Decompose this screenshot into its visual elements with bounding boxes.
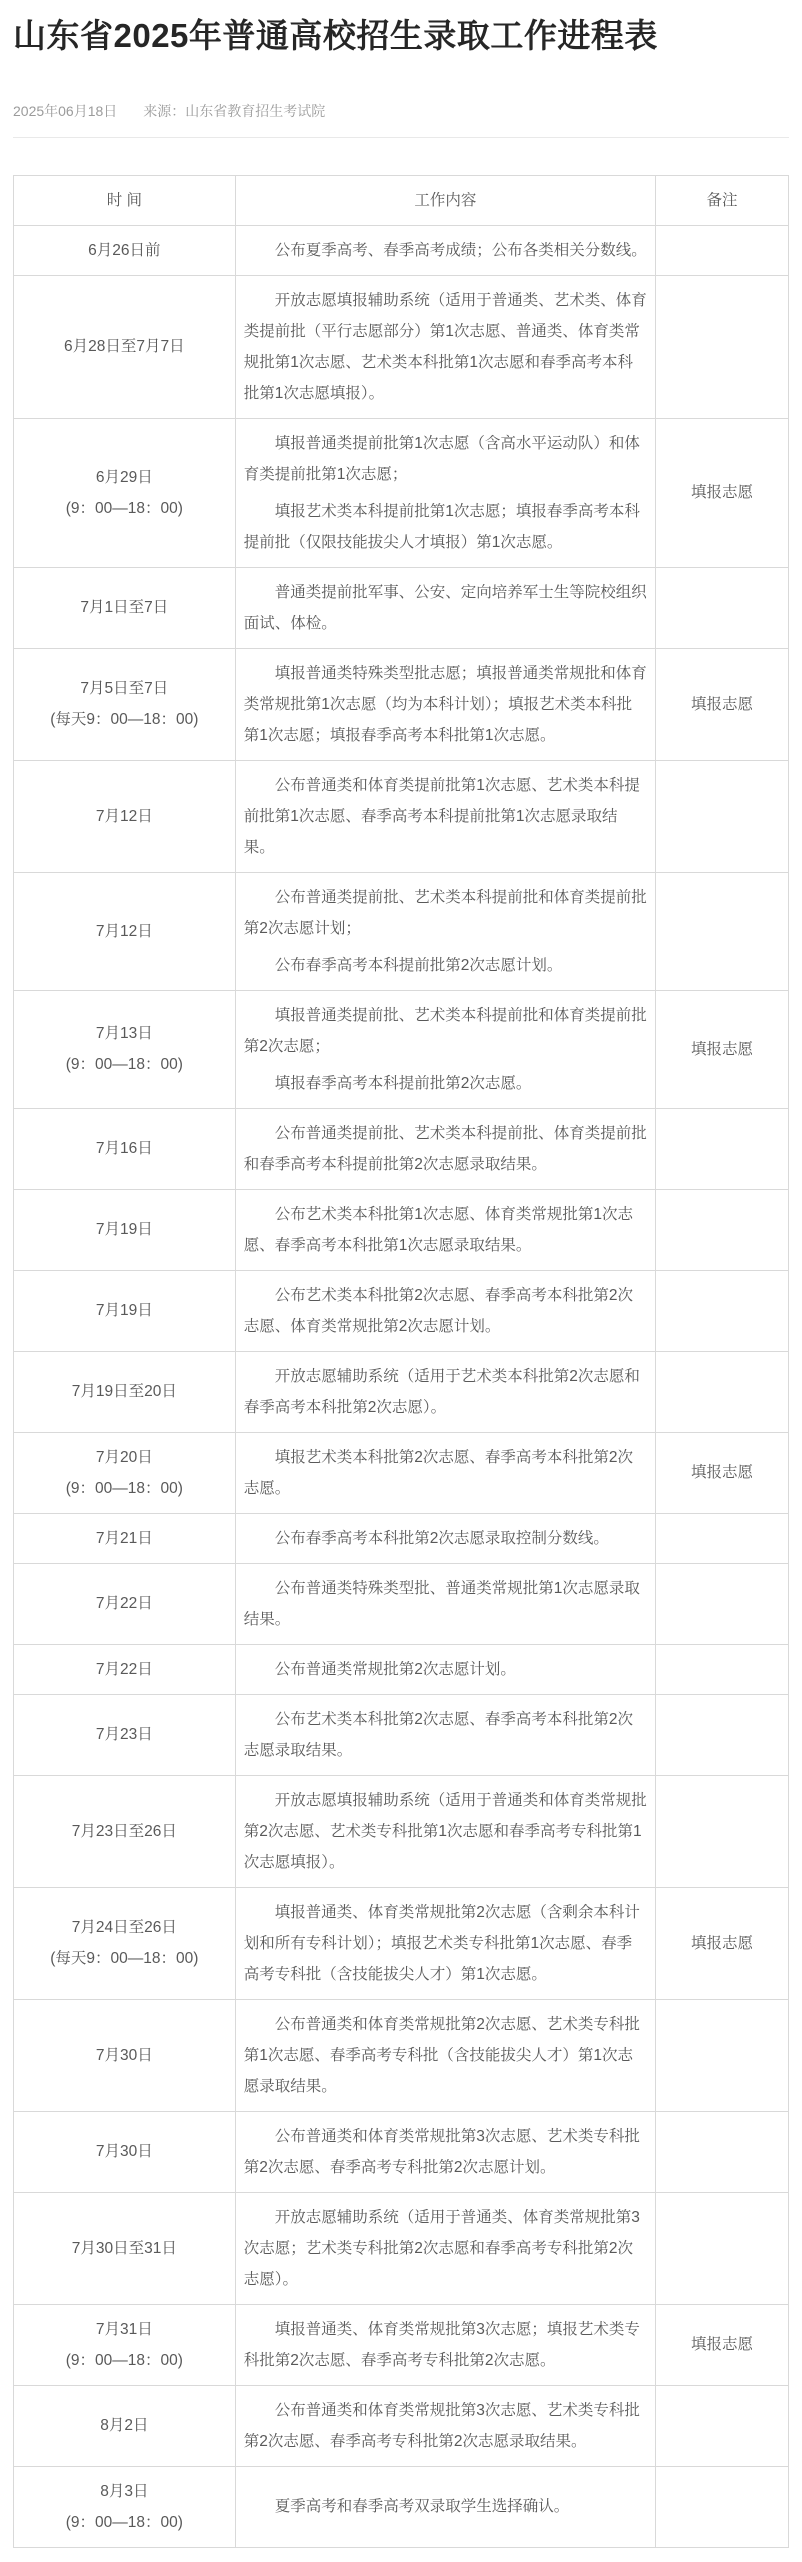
table-row [14, 275, 789, 418]
schedule-table [13, 175, 789, 2548]
time-cell [14, 2304, 236, 2385]
remark-cell [655, 872, 788, 990]
content-cell [235, 1108, 655, 1189]
table-row [14, 418, 789, 567]
table-row [14, 1999, 789, 2111]
remark-cell [655, 275, 788, 418]
content-paragraph: 填报普通类特殊类型批志愿；填报普通类常规批和体育类常规批第1次志愿（均为本科计划）；填报艺术类本科批第1次志愿；填报春季高考本科批第1次志愿。 [243, 664, 647, 744]
time-cell [14, 2192, 236, 2304]
remark-cell [655, 2385, 788, 2466]
time-cell [14, 872, 236, 990]
time-cell [14, 1999, 236, 2111]
table-row [14, 760, 789, 872]
time-line: 7月24日至26日 [71, 1919, 177, 1937]
time-line: (9：00—18：00) [65, 1479, 183, 1497]
publish-date: 2025年06月18日 [13, 102, 118, 119]
time-cell [14, 1563, 236, 1644]
content-cell [235, 418, 655, 567]
table-row [14, 1108, 789, 1189]
content-cell [235, 648, 655, 760]
time-line: (每天9：00—18：00) [50, 1950, 199, 1968]
content-paragraph: 公布普通类和体育类常规批第3次志愿、艺术类专科批第2次志愿、春季高考专科批第2次志愿录取结果。 [243, 2401, 640, 2450]
time-cell [14, 225, 236, 275]
time-line: 7月19日 [95, 1302, 153, 1320]
content-cell [235, 1351, 655, 1432]
content-paragraph: 开放志愿辅助系统（适用于普通类、体育类常规批第3次志愿；艺术类专科批第2次志愿和春季高考专科批第2次志愿）。 [243, 2208, 640, 2288]
content-paragraph: 公布普通类和体育类常规批第3次志愿、艺术类专科批第2次志愿、春季高考专科批第2次志愿计划。 [243, 2127, 640, 2176]
article-page [0, 14, 802, 2562]
time-line: 7月12日 [95, 922, 153, 940]
content-cell [235, 1775, 655, 1887]
time-line: (9：00—18：00) [65, 2351, 183, 2369]
table-row [14, 1887, 789, 1999]
content-paragraph: 公布普通类特殊类型批、普通类常规批第1次志愿录取结果。 [243, 1579, 640, 1628]
time-line: (9：00—18：00) [65, 1056, 183, 1074]
remark-cell: 填报志愿 [655, 990, 788, 1108]
content-paragraph: 公布艺术类本科批第2次志愿、春季高考本科批第2次志愿、体育类常规批第2次志愿计划。 [243, 1286, 633, 1335]
time-line: 7月13日 [95, 1025, 153, 1043]
remark-cell [655, 1694, 788, 1775]
table-row [14, 1189, 789, 1270]
remark-cell [655, 2192, 788, 2304]
time-line: 7月22日 [95, 1595, 153, 1613]
remark-cell: 填报志愿 [655, 418, 788, 567]
time-line: 7月23日至26日 [71, 1822, 177, 1840]
column-header-time: 时 间 [14, 175, 236, 225]
content-paragraph: 填报普通类提前批第1次志愿（含高水平运动队）和体育类提前批第1次志愿； [243, 434, 640, 483]
table-header-row [14, 175, 789, 225]
time-cell [14, 275, 236, 418]
time-line: 7月20日 [95, 1448, 153, 1466]
table-row [14, 648, 789, 760]
content-cell [235, 225, 655, 275]
content-cell [235, 2192, 655, 2304]
content-cell [235, 1513, 655, 1563]
time-cell [14, 1644, 236, 1694]
remark-cell [655, 1775, 788, 1887]
time-cell [14, 1887, 236, 1999]
time-cell [14, 418, 236, 567]
content-paragraph: 公布春季高考本科提前批第2次志愿计划。 [274, 956, 563, 974]
time-line: 7月16日 [95, 1140, 153, 1158]
content-paragraph: 填报艺术类本科提前批第1次志愿；填报春季高考本科提前批（仅限技能拔尖人才填报）第1次志愿。 [243, 502, 640, 551]
content-paragraph: 公布普通类提前批、艺术类本科提前批和体育类提前批第2次志愿计划； [243, 888, 647, 937]
time-cell [14, 1351, 236, 1432]
content-cell [235, 1563, 655, 1644]
table-row [14, 1432, 789, 1513]
remark-cell [655, 1513, 788, 1563]
remark-cell [655, 1563, 788, 1644]
table-row [14, 872, 789, 990]
article-meta [13, 101, 789, 121]
content-cell [235, 275, 655, 418]
content-paragraph: 开放志愿填报辅助系统（适用于普通类和体育类常规批第2次志愿、艺术类专科批第1次志愿和春季高考专科批第1次志愿填报）。 [243, 1791, 647, 1871]
content-cell [235, 1270, 655, 1351]
content-paragraph: 开放志愿辅助系统（适用于艺术类本科批第2次志愿和春季高考本科批第2次志愿）。 [243, 1367, 640, 1416]
time-line: 7月30日 [95, 2143, 153, 2161]
remark-cell [655, 1108, 788, 1189]
time-cell [14, 990, 236, 1108]
content-paragraph: 公布艺术类本科批第1次志愿、体育类常规批第1次志愿、春季高考本科批第1次志愿录取结果。 [243, 1205, 633, 1254]
remark-cell [655, 1644, 788, 1694]
content-cell [235, 1999, 655, 2111]
table-row [14, 990, 789, 1108]
time-cell [14, 1513, 236, 1563]
content-paragraph: 公布艺术类本科批第2次志愿、春季高考本科批第2次志愿录取结果。 [243, 1710, 633, 1759]
time-line: 7月12日 [95, 807, 153, 825]
table-row [14, 2192, 789, 2304]
content-cell [235, 872, 655, 990]
time-cell [14, 1775, 236, 1887]
time-cell [14, 1432, 236, 1513]
table-row [14, 2466, 789, 2547]
table-row [14, 567, 789, 648]
source-label: 来源：山东省教育招生考试院 [143, 102, 326, 119]
content-paragraph: 夏季高考和春季高考双录取学生选择确认。 [274, 2498, 570, 2516]
table-row [14, 1563, 789, 1644]
time-line: 7月21日 [95, 1529, 153, 1547]
time-line: (每天9：00—18：00) [50, 711, 199, 729]
time-cell [14, 2111, 236, 2192]
content-paragraph: 公布春季高考本科批第2次志愿录取控制分数线。 [274, 1529, 609, 1547]
time-line: 8月2日 [100, 2417, 149, 2435]
table-row [14, 2385, 789, 2466]
content-paragraph: 公布普通类提前批、艺术类本科提前批、体育类提前批和春季高考本科提前批第2次志愿录取结果。 [243, 1124, 647, 1173]
content-paragraph: 普通类提前批军事、公安、定向培养军士生等院校组织面试、体检。 [243, 583, 647, 632]
time-cell [14, 2466, 236, 2547]
time-line: 7月1日至7日 [80, 599, 169, 617]
remark-cell: 填报志愿 [655, 1432, 788, 1513]
remark-cell [655, 1351, 788, 1432]
table-row [14, 2111, 789, 2192]
remark-cell [655, 567, 788, 648]
time-line: (9：00—18：00) [65, 2513, 183, 2531]
table-row [14, 2304, 789, 2385]
table-row [14, 225, 789, 275]
time-line: 7月22日 [95, 1660, 153, 1678]
remark-cell [655, 1270, 788, 1351]
table-row [14, 1644, 789, 1694]
column-header-content: 工作内容 [235, 175, 655, 225]
time-line: 7月30日至31日 [71, 2239, 177, 2257]
content-cell [235, 1694, 655, 1775]
time-line: 7月31日 [95, 2320, 153, 2338]
time-cell [14, 1189, 236, 1270]
table-row [14, 1351, 789, 1432]
content-cell [235, 760, 655, 872]
content-paragraph: 填报春季高考本科提前批第2次志愿。 [274, 1074, 532, 1092]
time-line: 7月30日 [95, 2046, 153, 2064]
page-title: 山东省2025年普通高校招生录取工作进程表 [13, 17, 658, 54]
content-paragraph: 填报艺术类本科批第2次志愿、春季高考本科批第2次志愿。 [243, 1448, 633, 1497]
content-cell [235, 567, 655, 648]
content-paragraph: 开放志愿填报辅助系统（适用于普通类、艺术类、体育类提前批（平行志愿部分）第1次志愿、普通类、体育类常规批第1次志愿、艺术类本科批第1次志愿和春季高考本科批第1次志愿填报）。 [243, 291, 647, 402]
remark-cell: 填报志愿 [655, 1887, 788, 1999]
content-paragraph: 公布普通类和体育类常规批第2次志愿、艺术类专科批第1次志愿、春季高考专科批（含技能拔尖人才）第1次志愿录取结果。 [243, 2015, 640, 2095]
content-cell [235, 2111, 655, 2192]
time-cell [14, 760, 236, 872]
table-row [14, 1513, 789, 1563]
divider [13, 137, 789, 138]
time-line: 7月5日至7日 [80, 680, 169, 698]
table-body [14, 225, 789, 2547]
table-row [14, 1775, 789, 1887]
content-paragraph: 公布普通类和体育类提前批第1次志愿、艺术类本科提前批第1次志愿、春季高考本科提前批第1次志愿录取结果。 [243, 776, 640, 856]
time-line: 7月23日 [95, 1726, 153, 1744]
content-paragraph: 公布普通类常规批第2次志愿计划。 [274, 1660, 516, 1678]
time-cell [14, 2385, 236, 2466]
time-line: (9：00—18：00) [65, 499, 183, 517]
remark-cell [655, 1999, 788, 2111]
content-paragraph: 填报普通类、体育类常规批第3次志愿；填报艺术类专科批第2次志愿、春季高考专科批第2次志愿。 [243, 2320, 640, 2369]
content-paragraph: 填报普通类、体育类常规批第2次志愿（含剩余本科计划和所有专科计划）；填报艺术类专科批第1次志愿、春季高考专科批（含技能拔尖人才）第1次志愿。 [243, 1903, 640, 1983]
table-row [14, 1270, 789, 1351]
table-row [14, 1694, 789, 1775]
time-cell [14, 567, 236, 648]
remark-cell: 填报志愿 [655, 648, 788, 760]
time-cell [14, 1694, 236, 1775]
remark-cell [655, 1189, 788, 1270]
content-cell [235, 990, 655, 1108]
time-line: 6月26日前 [88, 241, 161, 259]
remark-cell [655, 2466, 788, 2547]
time-cell [14, 1108, 236, 1189]
content-cell [235, 2466, 655, 2547]
time-line: 6月29日 [95, 468, 153, 486]
content-cell [235, 1887, 655, 1999]
remark-cell: 填报志愿 [655, 2304, 788, 2385]
content-cell [235, 2304, 655, 2385]
column-header-remark: 备注 [655, 175, 788, 225]
time-line: 8月3日 [100, 2482, 149, 2500]
content-cell [235, 1644, 655, 1694]
time-line: 6月28日至7月7日 [64, 338, 185, 356]
content-paragraph: 填报普通类提前批、艺术类本科提前批和体育类提前批第2次志愿； [243, 1006, 647, 1055]
remark-cell [655, 225, 788, 275]
time-line: 7月19日至20日 [71, 1383, 177, 1401]
content-paragraph: 公布夏季高考、春季高考成绩；公布各类相关分数线。 [274, 241, 647, 259]
time-line: 7月19日 [95, 1221, 153, 1239]
content-cell [235, 2385, 655, 2466]
time-cell [14, 648, 236, 760]
remark-cell [655, 760, 788, 872]
remark-cell [655, 2111, 788, 2192]
content-cell [235, 1432, 655, 1513]
content-cell [235, 1189, 655, 1270]
time-cell [14, 1270, 236, 1351]
